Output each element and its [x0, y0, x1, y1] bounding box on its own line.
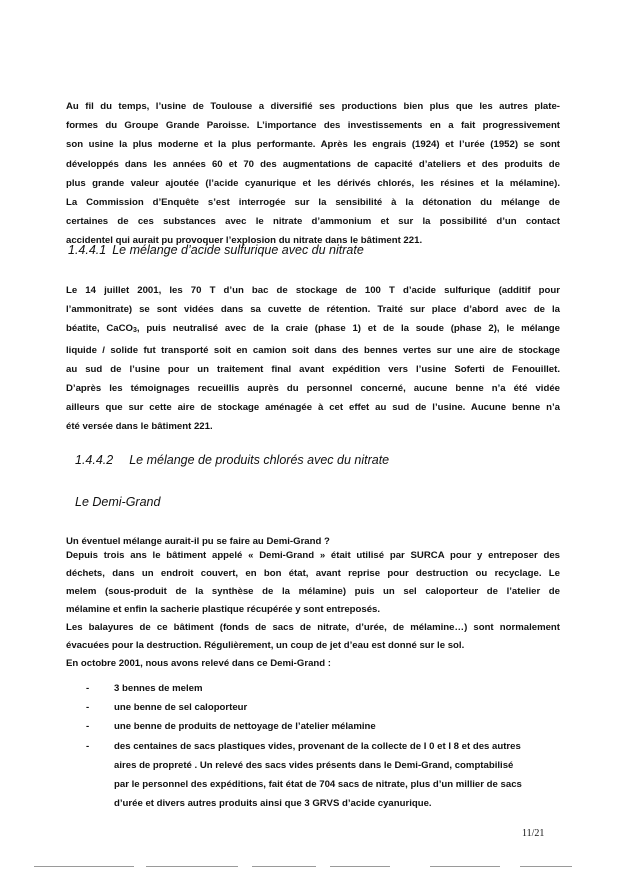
scan-artifact-line	[252, 866, 316, 867]
list-item	[86, 679, 560, 698]
text-fragment: , puis neutralisé avec de la craie (phase 1) et de la soude (phase 2), le mélange	[136, 323, 560, 335]
list-item	[86, 698, 560, 717]
intro-paragraph	[66, 97, 560, 251]
text-line: développés dans les années 60 et 70 des augmentations de capacité d’ateliers et des produits de	[66, 158, 560, 170]
section-title: Le mélange d’acide sulfurique avec du nitrate	[112, 243, 364, 257]
list-item	[86, 737, 560, 813]
subsection-title: Le Demi-Grand	[75, 495, 161, 509]
scan-artifact-line	[330, 866, 390, 867]
formula-text: béatite, CaCO	[66, 323, 133, 335]
text-line: accidentel qui aurait pu provoquer l’explosion du nitrate dans le bâtiment 221.	[66, 235, 423, 247]
formula-subscript: 3	[133, 327, 137, 335]
section-1-paragraph	[66, 281, 560, 437]
text-line: Au fil du temps, l’usine de Toulouse a diversifié ses productions bien plus que les autres plate-	[66, 101, 560, 112]
scan-artifact-line	[34, 866, 134, 867]
section-number: 1.4.4.1	[68, 243, 107, 257]
list-item-text: d’urée et divers autres produits ainsi que 3 GRVS d’acide cyanurique.	[114, 798, 432, 809]
text-line: l’ammonitrate) se sont vidées dans sa cuvette de rétention. Traité sur place d’abord avec de la	[66, 304, 560, 316]
scan-artifact-line	[146, 866, 238, 867]
list-item-text: aires de propreté . Un relevé des sacs vides présents dans le Demi-Grand, comptabilisé	[114, 760, 514, 771]
inventory-list	[86, 679, 560, 813]
list-item	[86, 717, 560, 736]
text-line: Le 14 juillet 2001, les 70 T d’un bac de stockage de 100 T d’acide sulfurique (additif pour	[66, 285, 560, 296]
bullet-marker: -	[86, 741, 90, 752]
text-line: liquide / solide fut transporté soit en camion soit dans des bennes vertes sur une aire de stockage	[66, 344, 560, 356]
text-line: été versée dans le bâtiment 221.	[66, 421, 213, 433]
bullet-marker: -	[86, 702, 90, 713]
text-line: certaines de ces substances avec le nitrate d’ammonium et sur la possibilité d’un contact	[66, 216, 560, 228]
list-item-text: 3 bennes de melem	[114, 683, 203, 694]
text-line: au sud de l’usine pour un traitement final avant expédition vers l’usine Soferti de Fenouillet.	[66, 363, 560, 375]
text-line: melem (sous-produit de la synthèse de la mélamine) puis un sel caloporteur de l’atelier de	[66, 586, 560, 597]
text-line: Depuis trois ans le bâtiment appelé « Demi-Grand » était utilisé par SURCA pour y entreposer des	[66, 550, 560, 561]
section-number: 1.4.4.2	[75, 453, 114, 467]
text-line: La Commission d’Enquête s’est interrogée sur la sensibilité à la détonation du mélange de	[66, 197, 560, 209]
text-line: En octobre 2001, nous avons relevé dans ce Demi-Grand :	[66, 658, 331, 669]
list-item-text: une benne de sel caloporteur	[114, 702, 248, 713]
text-line: formes du Groupe Grande Paroisse. L’importance des investissements en a fait progressivement	[66, 120, 560, 132]
bullet-marker: -	[86, 721, 90, 732]
text-line: D’après les témoignages recueillis auprès du personnel concerné, aucune benne n’a été vidée	[66, 383, 560, 395]
section-heading-1	[68, 243, 364, 257]
scan-artifact-line	[430, 866, 500, 867]
text-line: évacuées pour la destruction. Régulièrement, un coup de jet d’eau est donné sur le sol.	[66, 640, 465, 651]
scan-artifact-line	[520, 866, 572, 867]
text-line: ailleurs que sur cette aire de stockage aménagée à cet effet au sud de l’usine. Aucune benne n’a	[66, 402, 560, 414]
text-line: son usine la plus moderne et la plus performante. Après les engrais (1924) et l’urée (1952) se sont	[66, 139, 560, 151]
text-line: mélamine et enfin la sacherie plastique récupérée y sont entreposés.	[66, 604, 381, 615]
demi-grand-paragraph	[66, 547, 560, 673]
section-title: Le mélange de produits chlorés avec du nitrate	[129, 453, 390, 467]
page-number: 11/21	[522, 828, 545, 839]
text-line: déchets, dans un endroit couvert, en bon état, avant reprise pour destruction ou recyclage. Le	[66, 568, 560, 579]
list-item-text: des centaines de sacs plastiques vides, provenant de la collecte de I 0 et I 8 et des autres	[114, 741, 521, 752]
bullet-marker: -	[86, 683, 90, 694]
list-item-text: par le personnel des expéditions, fait état de 704 sacs de nitrate, plus d’un millier de sacs	[114, 779, 522, 790]
text-line-with-formula	[66, 319, 560, 340]
list-item-text: une benne de produits de nettoyage de l’atelier mélamine	[114, 721, 376, 732]
section-heading-2	[75, 453, 389, 467]
text-line: Les balayures de ce bâtiment (fonds de sacs de nitrate, d’urée, de mélamine…) sont normalement	[66, 622, 560, 633]
text-line: plus grande valeur ajoutée (l’acide cyanurique et les dérivés chlorés, les résines et la mélamine).	[66, 177, 560, 189]
question-line: Un éventuel mélange aurait-il pu se faire au Demi-Grand ?	[66, 536, 330, 547]
